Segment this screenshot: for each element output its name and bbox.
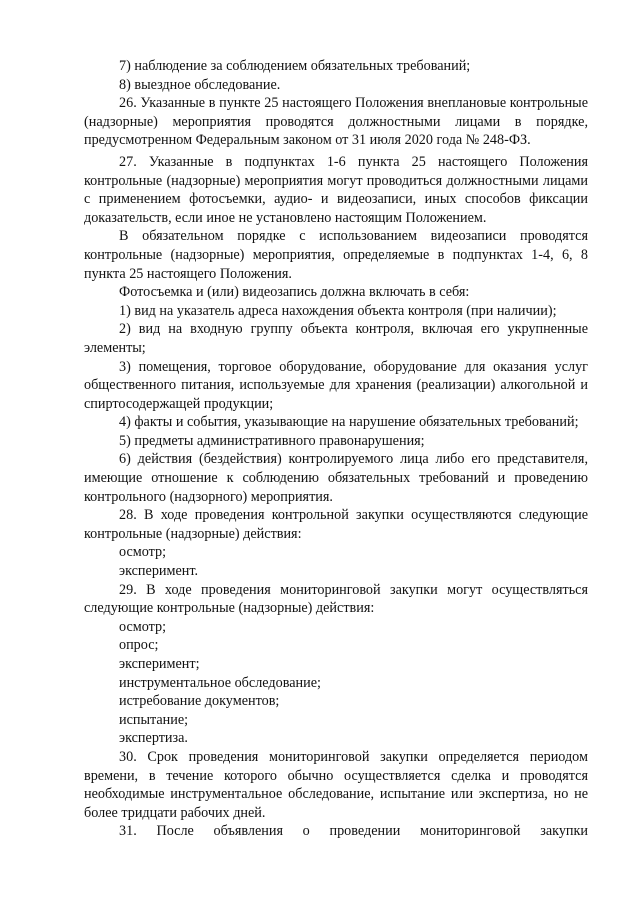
list-item: истребование документов; xyxy=(119,693,280,710)
photo-item-5: 5) предметы административного правонарушения; xyxy=(119,432,425,449)
list-item: эксперимент. xyxy=(119,563,199,580)
list-item: экспертиза. xyxy=(119,730,188,747)
list-item: испытание; xyxy=(119,711,189,728)
paragraph-27-video: В обязательном порядке с использованием видеозаписи проводятся контрольные (надзорные) мероприятия, определяемые в подпунктах 1-4, 6, 8 пункта 25 настоящего Положения. xyxy=(84,228,588,282)
photo-item-1: 1) вид на указатель адреса нахождения объекта контроля (при наличии); xyxy=(119,302,557,319)
photo-item-3: 3) помещения, торговое оборудование, оборудование для оказания услуг общественного питания, используемые для хранения (реализации) алкогольной и спиртосодержащей продукции; xyxy=(84,358,588,412)
list-item: инструментальное обследование; xyxy=(119,674,321,691)
list-item: опрос; xyxy=(119,637,159,654)
list-item: осмотр; xyxy=(119,544,167,561)
paragraph-28: 28. В ходе проведения контрольной закупки осуществляются следующие контрольные (надзорные) действия: xyxy=(84,507,588,542)
paragraph-29: 29. В ходе проведения мониторинговой закупки могут осуществляться следующие контрольные (надзорные) действия: xyxy=(84,581,588,617)
photo-item-2: 2) вид на входную группу объекта контроля, включая его укрупненные элементы; xyxy=(84,321,588,356)
list-item: 8) выездное обследование. xyxy=(119,76,281,93)
list-item: эксперимент; xyxy=(119,656,200,672)
paragraph-31: 31. После объявления о проведении мониторинговой закупки xyxy=(119,823,588,840)
photo-item-4: 4) факты и события, указывающие на нарушение обязательных требований; xyxy=(119,414,579,431)
paragraph-30: 30. Срок проведения мониторинговой закупки определяется периодом времени, в течение которого обычно осуществляется сделка и проводятся необходимые инструментальное обследование, испытание или экспертиза, но не более тридцати рабочих дней. xyxy=(84,748,588,821)
paragraph-27: 27. Указанные в подпунктах 1-6 пункта 25 настоящего Положения контрольные (надзорные) мероприятия могут проводиться должностными лицами с применением фотосъемки, аудио- и видеозаписи, иных способов фиксации доказательств, если иное не установлено настоящим Положением. xyxy=(84,153,588,226)
list-item: осмотр; xyxy=(119,618,167,635)
photo-item-6: 6) действия (бездействия) контролируемого лица либо его представителя, имеющие отношение к соблюдению обязательных требований и проведению контрольного (надзорного) мероприятия. xyxy=(84,451,588,505)
paragraph-26: 26. Указанные в пункте 25 настоящего Положения внеплановые контрольные (надзорные) мероприятия проводятся должностными лицами в порядке, предусмотренном Федеральным законом от 31 июля 2020 года № 248-ФЗ. xyxy=(84,95,588,149)
photo-intro: Фотосъемка и (или) видеозапись должна включать в себя: xyxy=(119,284,470,301)
list-item: 7) наблюдение за соблюдением обязательных требований; xyxy=(119,58,471,74)
